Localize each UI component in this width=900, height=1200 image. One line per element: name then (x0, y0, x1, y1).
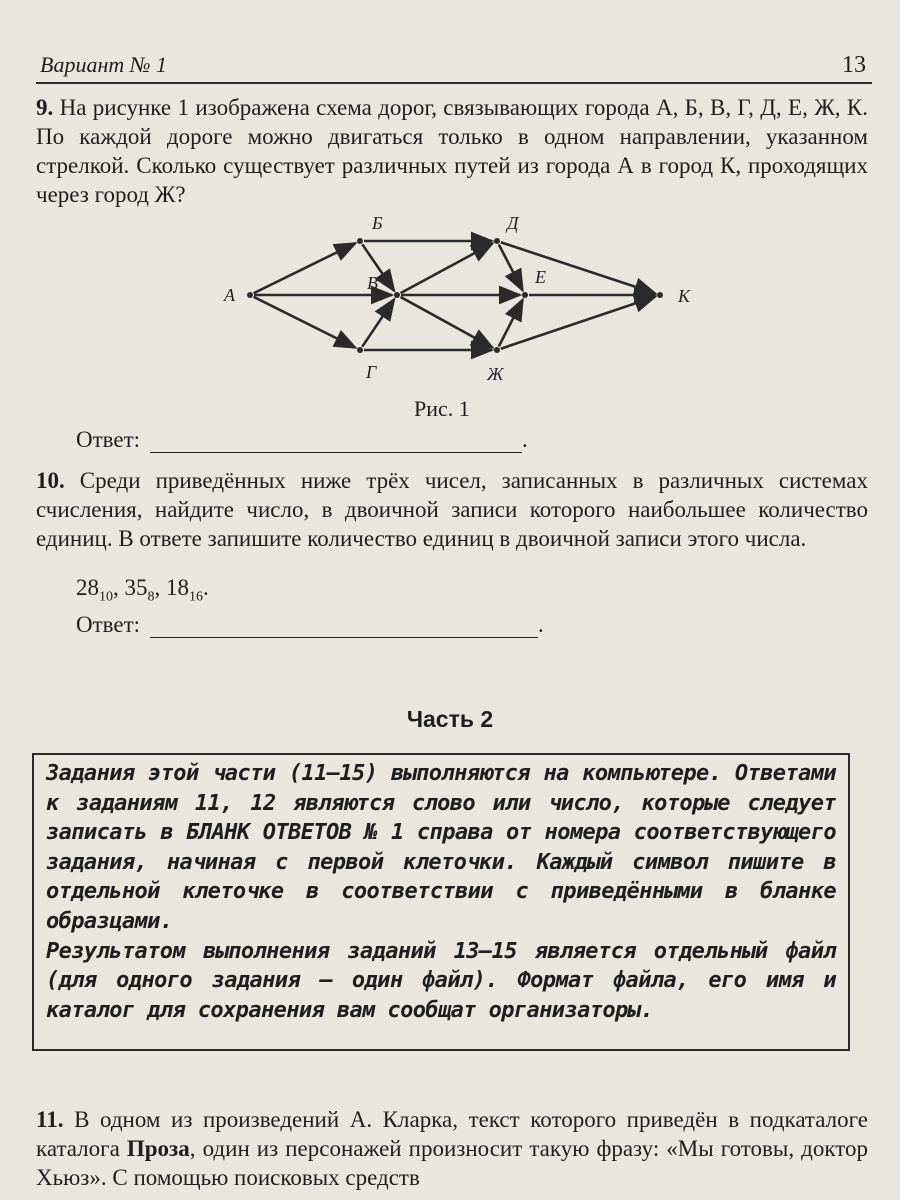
answer-label: Ответ: (76, 612, 141, 637)
road-zh-e (499, 299, 523, 346)
instructions-paragraph-2: Результатом выполнения заданий 13–15 является отдельный файл (для одного задания — один файл). Формат файла, его имя и каталог для сохранения вам сообщат организаторы. (46, 938, 836, 1023)
city-label-b: Б (372, 213, 383, 233)
road-zh-k (501, 297, 655, 349)
city-node-v (394, 292, 400, 298)
road-a-g (254, 297, 356, 348)
variant-title: Вариант № 1 (40, 52, 167, 77)
instructions-paragraph-1: Задания этой части (11–15) выполняются на компьютере. Ответами к заданиям 11, 12 являются слово или число, которые следует записать в БЛАНК ОТВЕТОВ № 1 справа от номера соответствующего задания, начиная с первой клеточки. Каждый символ пишите в отдельной клеточке в соответствии с приведёнными в бланке образцами. (46, 761, 836, 934)
answer-label: Ответ: (76, 427, 141, 452)
task-9-answer: Ответ: . (76, 427, 528, 452)
city-label-a: А (224, 285, 235, 305)
road-a-b (254, 243, 356, 293)
page-number: 13 (842, 52, 866, 78)
city-label-g: Г (366, 362, 377, 382)
number-2: $35_8$ (124, 575, 155, 605)
task-10-text (36, 466, 868, 553)
task-11-number: 11. (36, 1107, 64, 1132)
task-10-numbers: $28_{10}$, $35_8$, $18_{16}$. (76, 575, 209, 605)
task-9-text (36, 93, 868, 209)
road-d-e (499, 245, 523, 291)
task-9-number: 9. (36, 95, 54, 120)
city-label-e: Е (535, 267, 546, 287)
city-node-d (494, 238, 500, 244)
figure-caption: Рис. 1 (414, 396, 470, 421)
city-label-k: К (678, 286, 690, 306)
task-10-body: Среди приведённых ниже трёх чисел, записанных в различных системах счисления, найдите число, в двоичной записи которого наибольшее количество единиц. В ответе запишите количество единиц в двоичной записи этого числа. (36, 468, 868, 551)
city-node-e (522, 292, 528, 298)
city-node-zh (494, 347, 500, 353)
answer-line[interactable] (150, 432, 522, 453)
road-g-v (362, 299, 394, 347)
task-11-text (36, 1105, 868, 1192)
city-label-zh: Ж (487, 364, 504, 384)
road-v-d (401, 243, 493, 293)
city-node-g (357, 347, 363, 353)
instructions-box (32, 753, 850, 1051)
page-header (36, 48, 872, 84)
city-label-d: Д (507, 213, 519, 233)
catalog-name: Проза (126, 1136, 190, 1161)
city-label-v: В (367, 273, 378, 293)
city-node-b (357, 238, 363, 244)
number-3: $18_{16}$ (166, 575, 203, 605)
task-9-body: На рисунке 1 изображена схема дорог, связывающих города А, Б, В, Г, Д, Е, Ж, К. По каждой дороге можно двигаться только в одном направлении, указанном стрелкой. Сколько существует различных путей из города А в город К, проходящих через город Ж? (36, 95, 868, 207)
task-11-body-start: В одном из произведений А. Кларка, текст которого приведён в подкаталоге каталога (36, 1107, 868, 1161)
task-10-number: 10. (36, 468, 65, 493)
city-node-a (247, 292, 253, 298)
city-node-k (657, 292, 663, 298)
task-11-body-end: , один из персонажей произносит такую фразу: «Мы готовы, доктор Хьюз». С помощью поисковых средств (36, 1136, 868, 1190)
road-diagram (205, 210, 705, 390)
part-2-title: Часть 2 (406, 706, 494, 732)
road-d-k (501, 242, 655, 293)
task-10-answer: Ответ: . (76, 612, 544, 637)
road-v-zh (401, 297, 493, 348)
answer-line[interactable] (150, 617, 538, 638)
number-1: $28_{10}$ (76, 575, 113, 605)
